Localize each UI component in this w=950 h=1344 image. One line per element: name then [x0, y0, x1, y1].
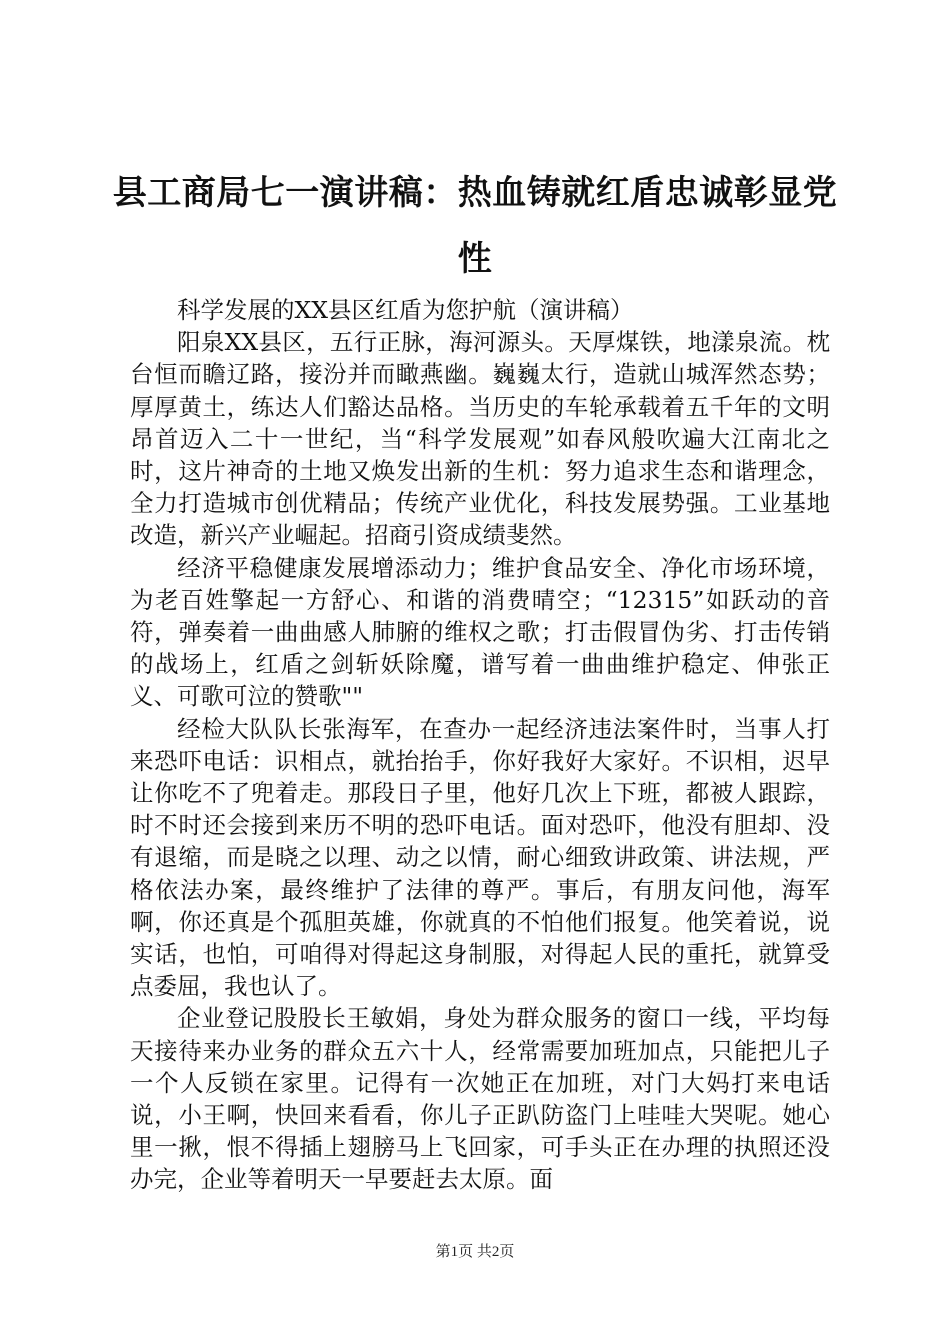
document-title: 县工商局七一演讲稿：热血铸就红盾忠诚彰显党性: [112, 173, 838, 279]
page-footer: 第1页 共2页: [435, 1244, 515, 1260]
paragraph-1: 阳泉XX县区，五行正脉，海河源头。天厚煤铁，地漾泉流。枕台恒而瞻辽路，接汾并而瞰燕幽。巍巍太行，造就山城浑然态势；厚厚黄土，练达人们豁达品格。当历史的车轮承载着五千年的文明昂首迈入二十一世纪，当“科学发展观”如春风般吹遍大江南北之时，这片神奇的土地又焕发出新的生机：努力追求生态和谐理念，全力打造城市创优精品；传统产业优化，科技发展势强。工业基地改造，新兴产业崛起。招商引资成绩斐然。: [130, 328, 830, 550]
paragraph-2: 经济平稳健康发展增添动力；维护食品安全、净化市场环境，为老百姓擎起一方舒心、和谐的消费晴空；“12315”如跃动的音符，弹奏着一曲曲感人肺腑的维权之歌；打击假冒伪劣、打击传销的战场上，红盾之剑斩妖除魔，谱写着一曲曲维护稳定、伸张正义、可歌可泣的赞歌"": [130, 553, 830, 711]
document-body: [130, 294, 830, 1196]
paragraph-4: 企业登记股股长王敏娟，身处为群众服务的窗口一线，平均每天接待来办业务的群众五六十人，经常需要加班加点，只能把儿子一个人反锁在家里。记得有一次她正在加班，对门大妈打来电话说，小王啊，快回来看看，你儿子正趴防盗门上哇哇大哭呢。她心里一揪，恨不得插上翅膀马上飞回家，可手头正在办理的执照还没办完，企业等着明天一早要赶去太原。面: [130, 1004, 830, 1194]
paragraph-subtitle: 科学发展的XX县区红盾为您护航（演讲稿）: [177, 296, 634, 324]
paragraph-3: 经检大队队长张海军，在查办一起经济违法案件时，当事人打来恐吓电话：识相点，就抬抬手，你好我好大家好。不识相，迟早让你吃不了兜着走。那段日子里，他好几次上下班，都被人跟踪，时不时还会接到来历不明的恐吓电话。面对恐吓，他没有胆却、没有退缩，而是晓之以理、动之以情，耐心细致讲政策、讲法规，严格依法办案，最终维护了法律的尊严。事后，有朋友问他，海军啊，你还真是个孤胆英雄，你就真的不怕他们报复。他笑着说，说实话，也怕，可咱得对得起这身制服，对得起人民的重托，就算受点委屈，我也认了。: [130, 714, 830, 1001]
